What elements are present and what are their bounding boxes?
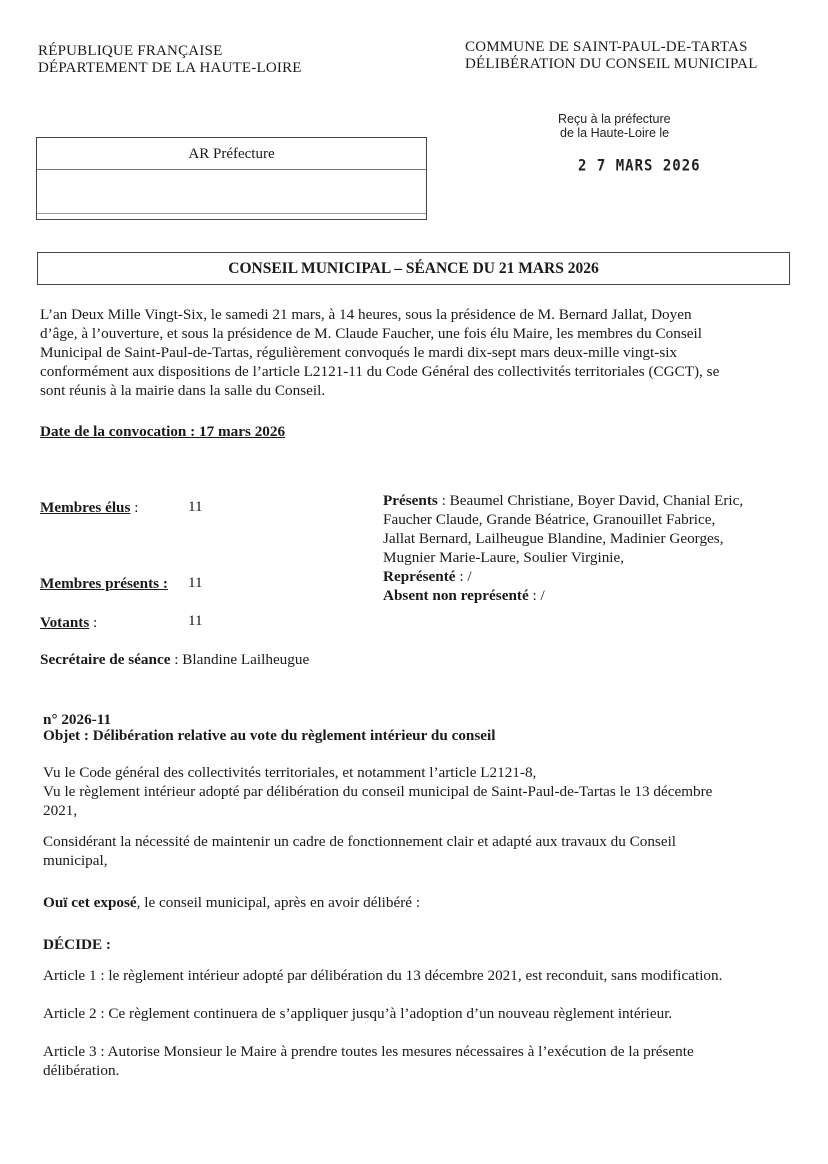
membres-elus-sep: : [130,499,139,516]
ar-box-bottom-line [37,213,426,214]
represente-label: Représenté [383,568,456,585]
ar-box-divider [37,169,426,170]
header-deliberation: DÉLIBÉRATION DU CONSEIL MUNICIPAL [465,56,758,72]
presents-line [383,491,803,510]
membres-presents-value: 11 [188,574,203,591]
deliberation-object: Objet : Délibération relative au vote du règlement intérieur du conseil [43,727,496,744]
intro-line: conformément aux dispositions de l’article L2121-11 du Code Général des collectivités territoriales (CGCT), se [40,363,720,380]
considerant-line: Considérant la nécessité de maintenir un cadre de fonctionnement clair et adapté aux travaux du Conseil [43,833,677,850]
vu-line: Vu le règlement intérieur adopté par délibération du conseil municipal de Saint-Paul-de-Tartas le 13 décembre [43,783,713,800]
absent-value: : / [528,587,545,604]
session-title-box [37,252,790,285]
secretaire-value: : Blandine Lailheugue [170,651,310,668]
considerant-block [43,832,803,870]
stamp-line1: Reçu à la préfecture [558,112,671,126]
represente-line [383,567,803,586]
decide-heading: DÉCIDE : [43,936,111,953]
presents-line: Mugnier Marie-Laure, Soulier Virginie, [383,549,625,566]
stamp-line2: de la Haute-Loire le [560,126,670,140]
oui-rest: , le conseil municipal, après en avoir délibéré : [136,894,421,911]
reception-stamp [558,112,671,140]
vu-line: Vu le Code général des collectivités territoriales, et notamment l’article L2121-8, [43,764,537,781]
article-1: Article 1 : le règlement intérieur adopté par délibération du 13 décembre 2021, est reconduit, sans modification. [43,967,723,984]
vu-line: 2021, [43,802,78,819]
ar-prefecture-title: AR Préfecture [188,146,275,162]
intro-line: Municipal de Saint-Paul-de-Tartas, régulièrement convoqués le mardi dix-sept mars deux-mille vingt-six [40,344,678,361]
article-3 [43,1042,803,1080]
membres-elus-value: 11 [188,498,203,515]
deliberation-number: n° 2026-11 [43,711,112,728]
votants-value: 11 [188,612,203,629]
article-2: Article 2 : Ce règlement continuera de s’appliquer jusqu’à l’adoption d’un nouveau règlement intérieur. [43,1005,673,1022]
intro-line: sont réunis à la mairie dans la salle du Conseil. [40,382,326,399]
represente-value: : / [455,568,472,585]
header-departement: DÉPARTEMENT DE LA HAUTE-LOIRE [38,60,302,76]
considerant-line: municipal, [43,852,108,869]
convocation-date: Date de la convocation : 17 mars 2026 [40,423,286,440]
article-3-line: délibération. [43,1062,120,1079]
presents-line: Faucher Claude, Grande Béatrice, Granouillet Fabrice, [383,511,716,528]
oui-line [43,893,420,912]
membres-presents-row [40,574,168,593]
header-commune: COMMUNE DE SAINT-PAUL-DE-TARTAS [465,39,748,55]
votants-label: Votants [40,614,90,631]
intro-paragraph [40,305,800,400]
membres-presents-label: Membres présents : [40,575,168,592]
votants-sep: : [89,614,98,631]
attendance-block [383,491,803,605]
session-title: CONSEIL MUNICIPAL – SÉANCE DU 21 MARS 2026 [228,260,599,277]
absent-line [383,586,803,605]
votants-row [40,613,97,632]
ar-prefecture-box [36,137,427,220]
oui-bold: Ouï cet exposé [43,894,137,911]
presents-label: Présents [383,492,438,509]
header-left [38,43,302,77]
intro-line: L’an Deux Mille Vingt-Six, le samedi 21 mars, à 14 heures, sous la présidence de M. Bernard Jallat, Doyen [40,306,692,323]
presents-names: : Beaumel Christiane, Boyer David, Chanial Eric, [437,492,744,509]
header-right [465,39,758,73]
secretaire-row [40,650,309,669]
membres-elus-row [40,498,138,517]
article-3-line: Article 3 : Autorise Monsieur le Maire à prendre toutes les mesures nécessaires à l’exécution de la présente [43,1043,694,1060]
presents-line: Jallat Bernard, Lailheugue Blandine, Madinier Georges, [383,530,724,547]
header-republique: RÉPUBLIQUE FRANÇAISE [38,43,223,59]
stamp-date: 2 7 MARS 2026 [578,156,701,176]
vu-block [43,763,803,820]
absent-label: Absent non représenté [383,587,529,604]
intro-line: d’âge, à l’ouverture, et sous la présidence de M. Claude Faucher, une fois élu Maire, les membres du Conseil [40,325,702,342]
secretaire-label: Secrétaire de séance [40,651,171,668]
membres-elus-label: Membres élus [40,499,131,516]
